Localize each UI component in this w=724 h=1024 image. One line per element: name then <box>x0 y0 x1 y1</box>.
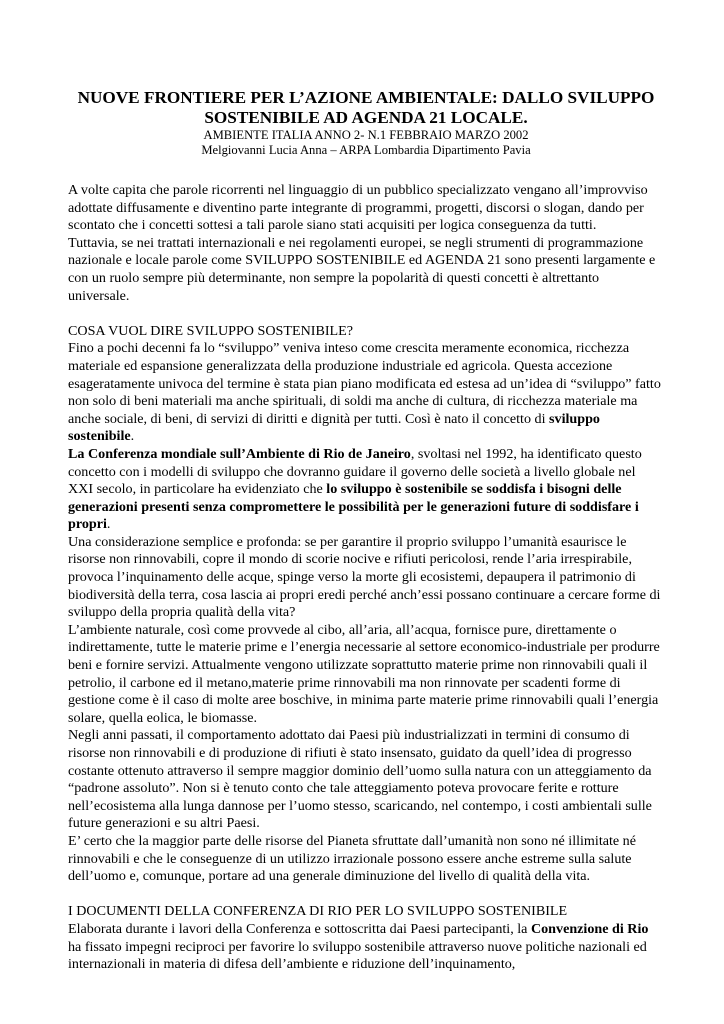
section-1-p1-end: . <box>130 428 135 445</box>
document-body <box>68 182 664 974</box>
section-1-paragraph-5: Negli anni passati, il comportamento adottato dai Paesi più industrializzati in termini di consumo di risorse non rinnovabili e di produzione di rifiuti è stato insensato, guidato da quell’idea di progresso costante ottenuto attraverso il sempre maggior dominio dell’uomo sulla natura con un atteggiamento da “padrone assoluto”. Non si è tenuto conto che tale atteggiamento poteva provocare ferite e rotture nell’ecosistema alla lunga dannose per l’uomo stesso, scaricando, nel contempo, i costi ambientali sulle future generazioni e su altri Paesi. <box>68 727 652 832</box>
section-1-paragraph-1 <box>68 340 664 446</box>
intro-paragraph-2: Tuttavia, se nei trattati internazionali e nei regolamenti europei, se negli strumenti di programmazione nazionale e locale parole come SVILUPPO SOSTENIBILE ed AGENDA 21 sono presenti largamente e con un ruolo sempre più determinante, non sempre la popolarità di questi concetti è altrettanto universale. <box>68 234 656 304</box>
section-2-paragraph-1 <box>68 921 664 974</box>
section-1-paragraph-2 <box>68 446 664 534</box>
section-1-paragraph-6: E’ certo che la maggior parte delle risorse del Pianeta sfruttate dall’umanità non sono né illimitate né rinnovabili e che le conseguenze di un utilizzo irrazionale possono essere anche estreme sulla salute dell’uomo e, comunque, portare ad una generale diminuzione del livello di qualità della vita. <box>68 832 636 885</box>
section-1-paragraph-4: L’ambiente naturale, così come provvede al cibo, all’aria, all’acqua, fornisce pure, direttamente o indirettamente, tutte le materie prime e l’energia necessarie al settore economico-industriale per produrre beni e fornire servizi. Attualmente vengono utilizzate soprattutto materie prime non rinnovabili quali il petrolio, il carbone ed il metano,materie prime rinnovabili ma non rinnovate per scadenti forme di gestione come è il caso di molte aree boschive, in minima parte materie prime rinnovabili quali l’energia solare, quella eolica, le biomasse. <box>68 621 660 726</box>
paragraph-gap <box>68 886 664 904</box>
source-line: AMBIENTE ITALIA ANNO 2- N.1 FEBBRAIO MARZO 2002 <box>203 128 529 142</box>
section-1-p2-text: , svoltasi nel 1992, ha identificato questo concetto con i modelli di sviluppo che dovranno guidare il governo delle società a livello globale nel XXI secolo, in particolare ha evidenziato che <box>68 445 642 498</box>
section-2-p1-bold: Convenzione di Rio <box>530 920 649 937</box>
section-2-p1-text: Elaborata durante i lavori della Conferenza e sottoscritta dai Paesi partecipanti, la <box>68 920 531 937</box>
section-2-p1-end: ha fissato impegni reciproci per favorire lo sviluppo sostenibile attraverso nuove politiche nazionali ed internazionali in materia di difesa dell’ambiente e riduzione dell’inquinamento, <box>68 938 647 973</box>
section-1-paragraph-3: Una considerazione semplice e profonda: se per garantire il proprio sviluppo l’umanità esaurisce le risorse non rinnovabili, copre il mondo di scorie nocive e rifiuti pericolosi, rende l’aria irrespirabile, provoca l’inquinamento delle acque, spinge verso la morte gli ecosistemi, depaupera il patrimonio di biodiversità della terra, cosa lascia ai propri eredi perché anch’essi possano continuare a cercare forme di sviluppo della propria qualità della vita? <box>68 533 661 621</box>
document-header <box>68 88 664 158</box>
section-1-p2-bold-1: La Conferenza mondiale sull’Ambiente di Rio de Janeiro <box>68 445 411 462</box>
section-1-p1-text: Fino a pochi decenni fa lo “sviluppo” veniva inteso come crescita meramente economica, ricchezza materiale ed espansione generalizzata della produzione industriale ed agricola. Questa accezione esageratamente univoca del termine è stata pian piano modificata ed estesa ad un’idea di “sviluppo” fatto non solo di beni materiali ma anche spirituali, di soldi ma anche di cultura, di ricchezza materiale ma anche sociale, di beni, di servizi di diritti e dignità per tutti. Così è nato il concetto di <box>68 340 661 427</box>
paragraph-gap <box>68 305 664 323</box>
title-line-1: NUOVE FRONTIERE PER L’AZIONE AMBIENTALE: DALLO SVILUPPO <box>77 88 655 107</box>
section-2-heading: I DOCUMENTI DELLA CONFERENZA DI RIO PER LO SVILUPPO SOSTENIBILE <box>68 903 568 920</box>
section-1-p2-end: . <box>106 516 111 533</box>
section-1-p2-bold-2: lo sviluppo è sostenibile se soddisfa i bisogni delle generazioni presenti senza compromettere le possibilità per le generazioni future di soddisfare i propri <box>68 481 639 533</box>
title-line-2: SOSTENIBILE AD AGENDA 21 LOCALE. <box>204 108 528 127</box>
author-line: Melgiovanni Lucia Anna – ARPA Lombardia Dipartimento Pavia <box>201 143 531 157</box>
intro-paragraph-1: A volte capita che parole ricorrenti nel linguaggio di un pubblico specializzato vengano all’improvviso adottate diffusamente e diventino parte integrante di programmi, progetti, discorsi o slogan, dando per scontato che i concetti sottesi a tali parole siano stati acquisiti per logica conseguenza da tutti. <box>68 182 648 234</box>
section-1-heading: COSA VUOL DIRE SVILUPPO SOSTENIBILE? <box>68 322 354 339</box>
section-1-p1-bold: sviluppo sostenibile <box>68 410 600 445</box>
